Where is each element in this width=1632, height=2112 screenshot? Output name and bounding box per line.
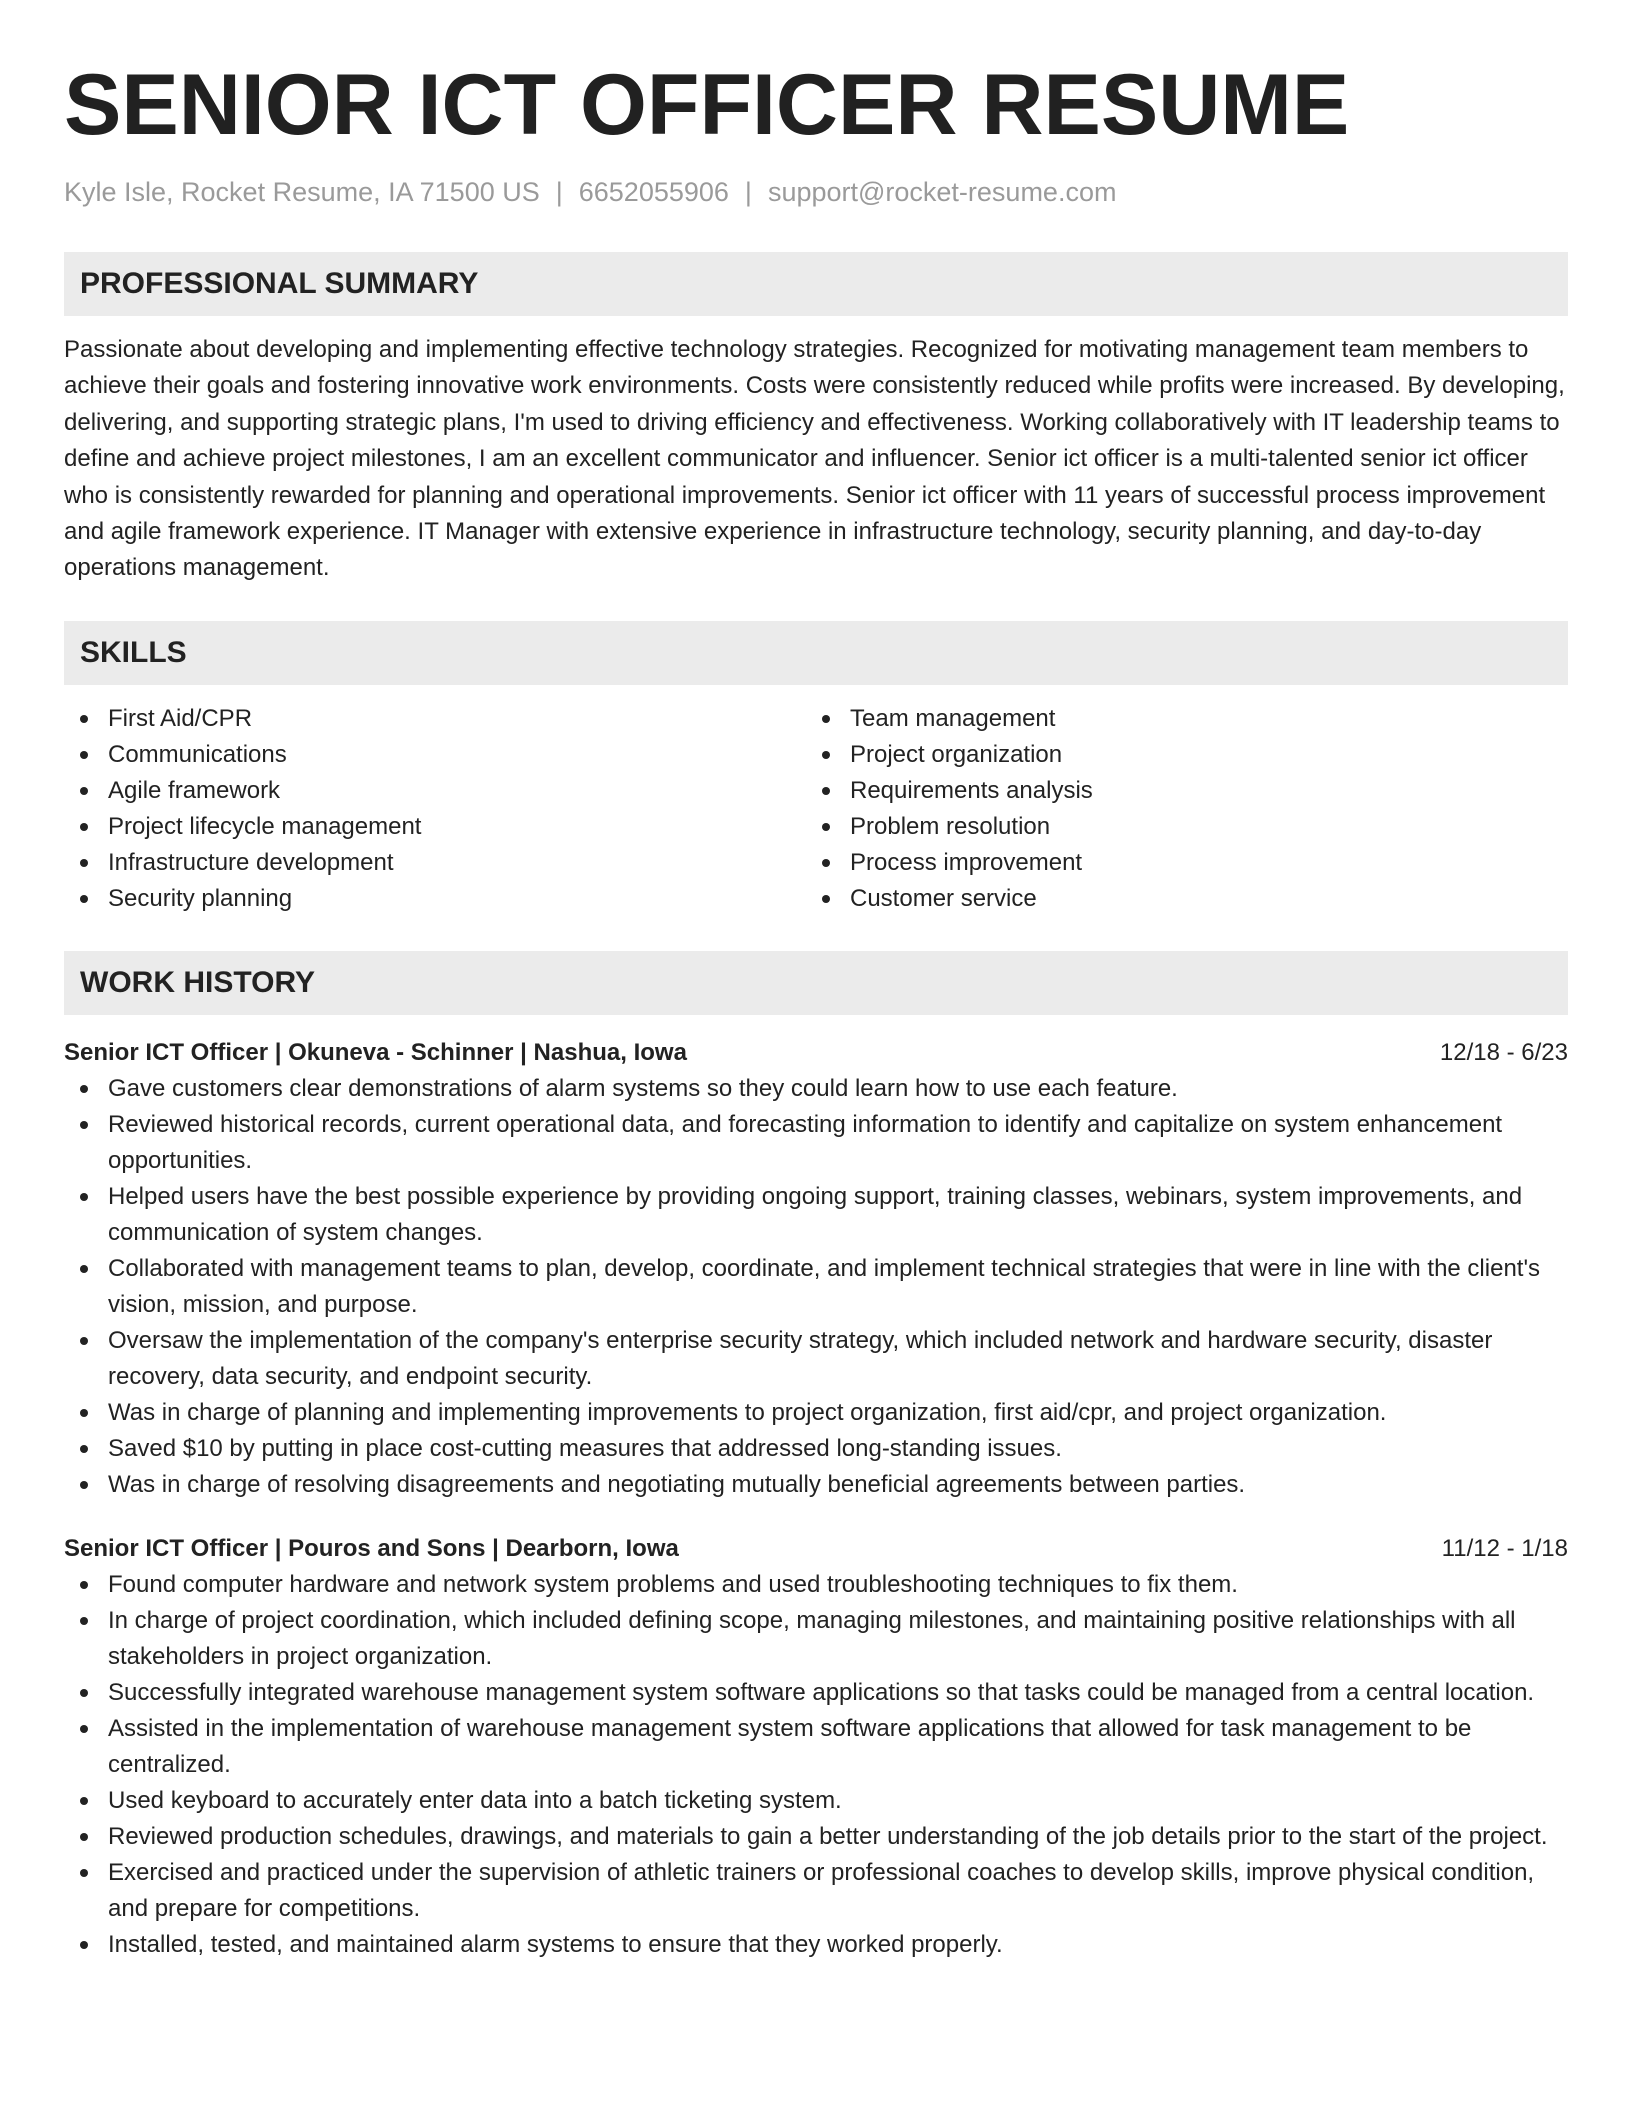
- job-bullet-text: Collaborated with management teams to plan, develop, coordinate, and implement technical strategies that were in line with the client's vision, mission, and purpose.: [108, 1254, 1541, 1318]
- job-bullet-list: [64, 1071, 1568, 1503]
- skill-label: Security planning: [108, 884, 293, 912]
- list-item: [64, 1323, 1568, 1395]
- skill-label: Problem resolution: [850, 812, 1051, 840]
- job-bullet-text: Reviewed production schedules, drawings, and materials to gain a better understanding of the job details prior to the start of the project.: [108, 1822, 1548, 1850]
- job-bullet-text: Exercised and practiced under the supervision of athletic trainers or professional coaches to develop skills, improve physical condition, and prepare for competitions.: [108, 1858, 1535, 1922]
- bullet-icon: [80, 751, 88, 759]
- job-title: Senior ICT Officer | Okuneva - Schinner | Nashua, Iowa: [64, 1038, 687, 1066]
- job-title: Senior ICT Officer | Pouros and Sons | Dearborn, Iowa: [64, 1534, 679, 1562]
- contact-separator: |: [744, 177, 752, 207]
- skill-label: Requirements analysis: [850, 776, 1093, 804]
- skill-item: [64, 737, 806, 773]
- contact-line: [64, 172, 1568, 212]
- skill-item: [806, 773, 1548, 809]
- job-bullet-text: Found computer hardware and network system problems and used troubleshooting techniques to fix them.: [108, 1570, 1238, 1598]
- skill-label: Project lifecycle management: [108, 812, 422, 840]
- bullet-icon: [822, 823, 830, 831]
- resume-title: SENIOR ICT OFFICER RESUME: [64, 57, 1350, 153]
- bullet-icon: [80, 1337, 88, 1345]
- skill-label: Process improvement: [850, 848, 1083, 876]
- job-bullet-text: Reviewed historical records, current operational data, and forecasting information to identify and capitalize on system enhancement opportunities.: [108, 1110, 1503, 1174]
- list-item: [64, 1855, 1568, 1927]
- list-item: [64, 1467, 1568, 1503]
- contact-email: support@rocket-resume.com: [767, 177, 1117, 207]
- job-header: [64, 1531, 1568, 1567]
- bullet-icon: [80, 715, 88, 723]
- job-header: [64, 1035, 1568, 1071]
- job-bullet-text: Successfully integrated warehouse management system software applications so that tasks could be managed from a central location.: [108, 1678, 1535, 1706]
- skill-label: Customer service: [850, 884, 1037, 912]
- bullet-icon: [80, 1689, 88, 1697]
- section-heading-summary: PROFESSIONAL SUMMARY: [64, 252, 1568, 316]
- skill-item: [64, 773, 806, 809]
- list-item: [64, 1675, 1568, 1711]
- job-bullet-text: Assisted in the implementation of warehouse management system software applications that allowed for task management to be centralized.: [108, 1714, 1472, 1778]
- skill-label: Team management: [850, 704, 1056, 732]
- skill-item: [806, 881, 1548, 917]
- skill-item: [64, 701, 806, 737]
- job-bullet-list: [64, 1567, 1568, 1963]
- list-item: [64, 1071, 1568, 1107]
- bullet-icon: [80, 1085, 88, 1093]
- bullet-icon: [822, 787, 830, 795]
- skills-list: [64, 701, 1568, 917]
- skill-label: Agile framework: [108, 776, 281, 804]
- job-bullet-text: Was in charge of resolving disagreements and negotiating mutually beneficial agreements between parties.: [108, 1470, 1246, 1498]
- contact-phone: 6652055906: [578, 177, 729, 207]
- bullet-icon: [80, 1833, 88, 1841]
- job-bullet-text: Gave customers clear demonstrations of alarm systems so they could learn how to use each feature.: [108, 1074, 1178, 1102]
- bullet-icon: [80, 1581, 88, 1589]
- skills-column-left: [64, 701, 806, 917]
- job-bullet-text: In charge of project coordination, which included defining scope, managing milestones, and maintaining positive relationships with all stakeholders in project organization.: [108, 1606, 1516, 1670]
- bullet-icon: [80, 1725, 88, 1733]
- bullet-icon: [80, 1941, 88, 1949]
- list-item: [64, 1179, 1568, 1251]
- job-bullet-text: Saved $10 by putting in place cost-cutting measures that addressed long-standing issues.: [108, 1434, 1062, 1462]
- job-bullet-text: Helped users have the best possible experience by providing ongoing support, training classes, webinars, system improvements, and communication of system changes.: [108, 1182, 1523, 1246]
- list-item: [64, 1431, 1568, 1467]
- list-item: [64, 1251, 1568, 1323]
- list-item: [64, 1107, 1568, 1179]
- bullet-icon: [822, 715, 830, 723]
- skills-column-right: [806, 701, 1548, 917]
- bullet-icon: [80, 1869, 88, 1877]
- skill-item: [64, 881, 806, 917]
- bullet-icon: [80, 1617, 88, 1625]
- job-dates: 12/18 - 6/23: [1439, 1038, 1568, 1066]
- bullet-icon: [80, 895, 88, 903]
- list-item: [64, 1819, 1568, 1855]
- skill-label: First Aid/CPR: [108, 704, 253, 732]
- bullet-icon: [80, 1445, 88, 1453]
- bullet-icon: [80, 1265, 88, 1273]
- skill-item: [64, 845, 806, 881]
- section-heading-work-history: WORK HISTORY: [64, 951, 1568, 1015]
- job-bullet-text: Was in charge of planning and implementing improvements to project organization, first aid/cpr, and project organization.: [108, 1398, 1387, 1426]
- bullet-icon: [822, 895, 830, 903]
- bullet-icon: [80, 1121, 88, 1129]
- skill-item: [806, 701, 1548, 737]
- bullet-icon: [80, 1409, 88, 1417]
- job-bullet-text: Oversaw the implementation of the company's enterprise security strategy, which included network and hardware security, disaster recovery, data security, and endpoint security.: [108, 1326, 1493, 1390]
- list-item: [64, 1395, 1568, 1431]
- skill-label: Infrastructure development: [108, 848, 394, 876]
- list-item: [64, 1783, 1568, 1819]
- skill-item: [806, 737, 1548, 773]
- skill-item: [806, 845, 1548, 881]
- summary-text: Passionate about developing and implementing effective technology strategies. Recognized for motivating management team members to achieve their goals and fostering innovative work environments. Costs were consistently reduced while profits were increased. By developing, delivering, and supporting strategic plans, I'm used to driving efficiency and effectiveness. Working collaboratively with IT leadership teams to define and achieve project milestones, I am an excellent communicator and influencer. Senior ict officer is a multi-talented senior ict officer who is consistently rewarded for planning and operational improvements. Senior ict officer with 11 years of successful process improvement and agile framework experience. IT Manager with extensive experience in infrastructure technology, security planning, and day-to-day operations management.: [64, 336, 1565, 582]
- skill-item: [64, 809, 806, 845]
- job-bullet-text: Used keyboard to accurately enter data into a batch ticketing system.: [108, 1786, 842, 1814]
- bullet-icon: [80, 823, 88, 831]
- job-dates: 11/12 - 1/18: [1441, 1534, 1568, 1562]
- bullet-icon: [80, 1481, 88, 1489]
- bullet-icon: [80, 1797, 88, 1805]
- section-heading-skills: SKILLS: [64, 621, 1568, 685]
- contact-address: Kyle Isle, Rocket Resume, IA 71500 US: [64, 177, 540, 207]
- skill-item: [806, 809, 1548, 845]
- list-item: [64, 1927, 1568, 1963]
- skill-label: Communications: [108, 740, 287, 768]
- skill-label: Project organization: [850, 740, 1063, 768]
- list-item: [64, 1567, 1568, 1603]
- list-item: [64, 1603, 1568, 1675]
- list-item: [64, 1711, 1568, 1783]
- contact-separator: |: [555, 177, 563, 207]
- bullet-icon: [80, 859, 88, 867]
- bullet-icon: [80, 787, 88, 795]
- bullet-icon: [80, 1193, 88, 1201]
- bullet-icon: [822, 751, 830, 759]
- job-bullet-text: Installed, tested, and maintained alarm systems to ensure that they worked properly.: [108, 1930, 1003, 1958]
- bullet-icon: [822, 859, 830, 867]
